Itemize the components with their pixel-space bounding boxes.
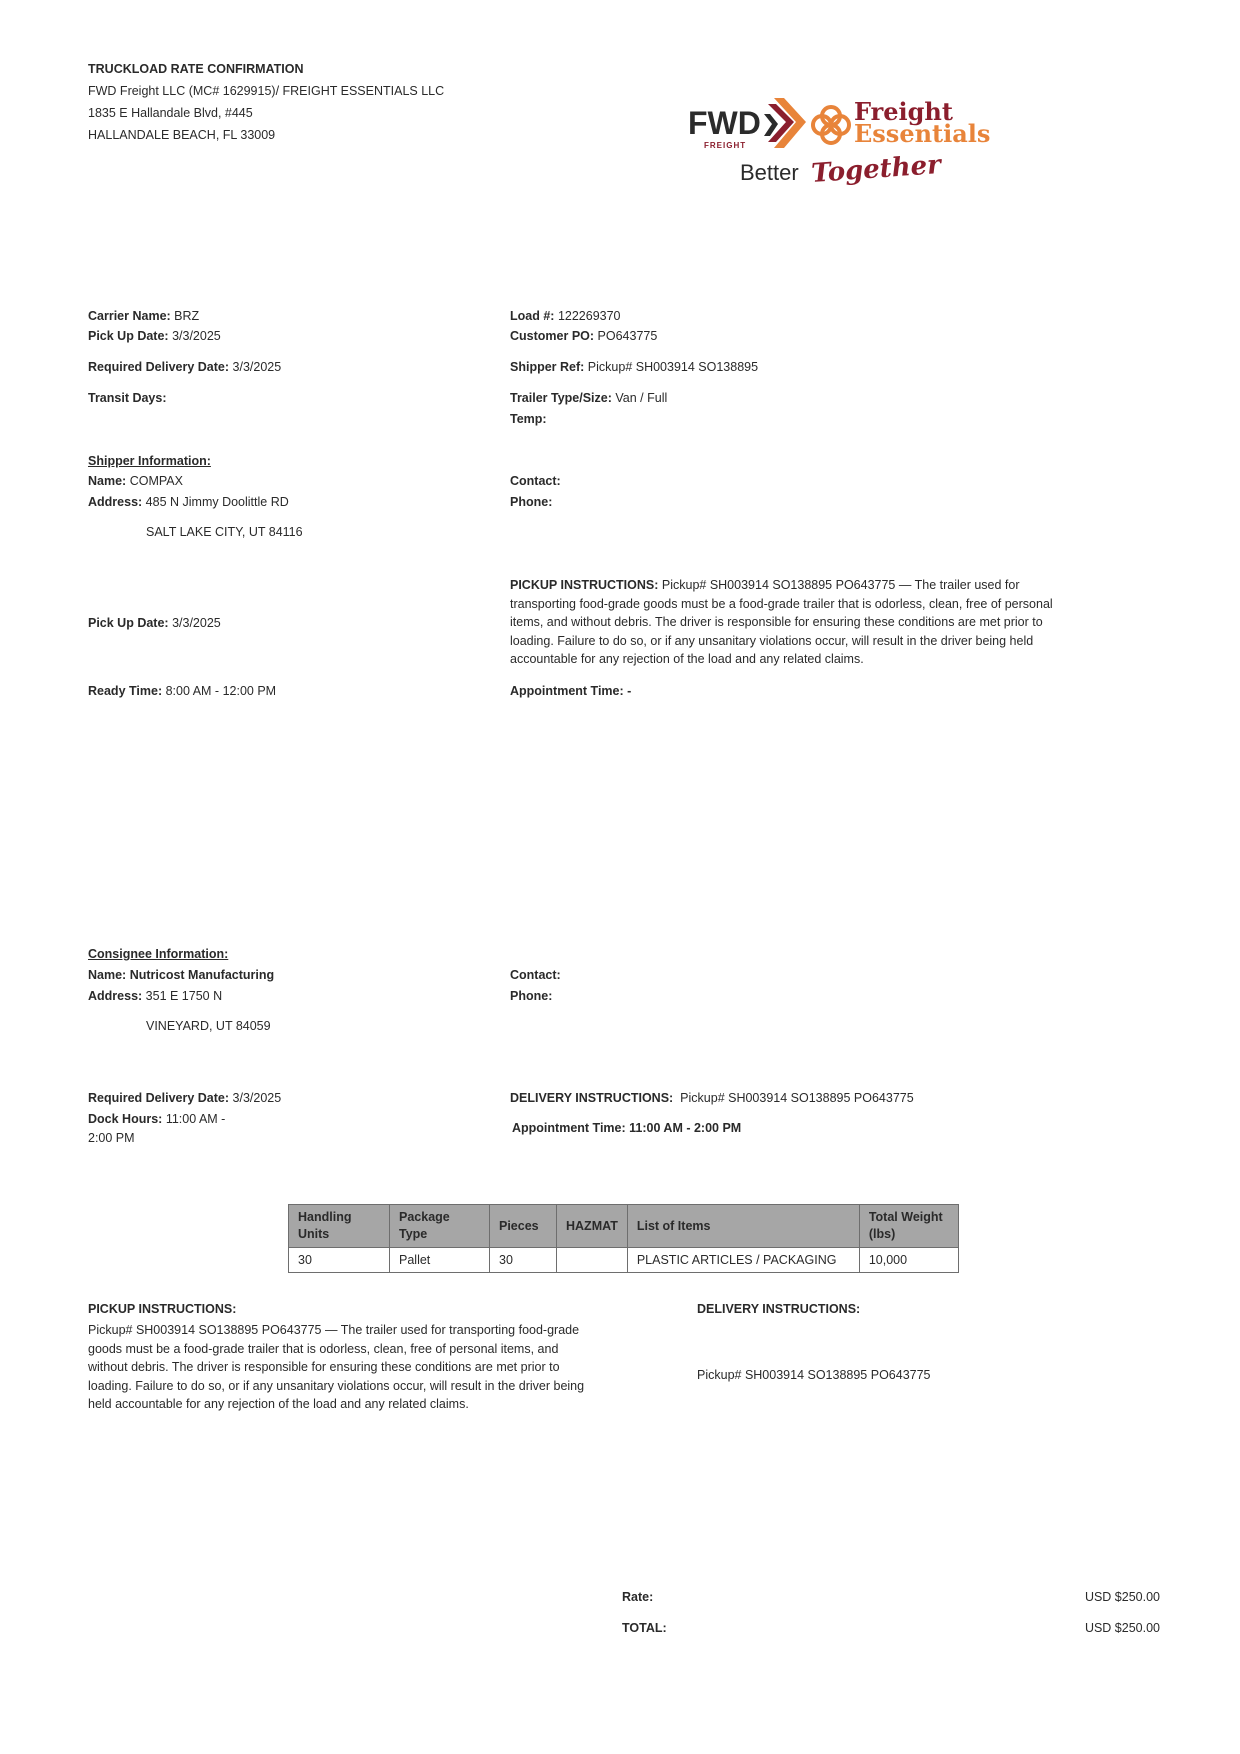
col-list-of-items: List of Items	[627, 1205, 859, 1248]
total-label: TOTAL:	[622, 1621, 667, 1635]
dock-hours-field: Dock Hours: 11:00 AM -	[88, 1112, 226, 1126]
consignee-name-field: Name: Nutricost Manufacturing	[88, 968, 275, 982]
consignee-appointment-field: Appointment Time: 11:00 AM - 2:00 PM	[512, 1121, 742, 1135]
total-value: USD $250.00	[1084, 1621, 1160, 1635]
cell-list-of-items: PLASTIC ARTICLES / PACKAGING	[627, 1248, 859, 1273]
tagline-together: Together	[810, 150, 942, 189]
shipper-phone-field: Phone:	[510, 495, 553, 509]
shipper-pickup-date-field: Pick Up Date: 3/3/2025	[88, 616, 221, 630]
temp-field: Temp:	[510, 412, 547, 426]
bottom-pickup-instructions-label: PICKUP INSTRUCTIONS:	[88, 1302, 237, 1316]
consignee-heading: Consignee Information:	[88, 947, 229, 961]
load-number-field: Load #: 122269370	[510, 309, 621, 323]
cell-handling-units: 30	[289, 1248, 390, 1273]
shipper-pickup-instructions: PICKUP INSTRUCTIONS: Pickup# SH003914 SO138895 PO643775 — The trailer used for transporting food-grade goods must be a food-grade trailer that is odorless, clean, free of personal items, and without debris. The driver is responsible for ensuring these conditions are met prior to loading. Failure to do so, or if any unsanitary violations occur, will result in the driver being held accountable for any rejection of the load and any related claims.	[510, 578, 1053, 666]
rate-label: Rate:	[622, 1590, 654, 1604]
bottom-delivery-instructions-text: Pickup# SH003914 SO138895 PO643775	[697, 1368, 931, 1382]
freight-essentials-line2: Essentials	[854, 119, 991, 148]
cell-package-type: Pallet	[390, 1248, 490, 1273]
items-table-header-row	[289, 1205, 959, 1248]
cell-pieces: 30	[490, 1248, 557, 1273]
consignee-contact-field: Contact:	[510, 968, 561, 982]
shipper-city: SALT LAKE CITY, UT 84116	[146, 525, 303, 539]
document-title: TRUCKLOAD RATE CONFIRMATION	[88, 62, 304, 76]
col-hazmat: HAZMAT	[557, 1205, 628, 1248]
col-pieces: Pieces	[490, 1205, 557, 1248]
consignee-city: VINEYARD, UT 84059	[146, 1019, 271, 1033]
trailer-type-field: Trailer Type/Size: Van / Full	[510, 391, 668, 405]
fwd-chevron-icon	[764, 98, 806, 148]
consignee-phone-field: Phone:	[510, 989, 553, 1003]
company-address-2: HALLANDALE BEACH, FL 33009	[88, 128, 276, 142]
items-table	[288, 1204, 959, 1273]
fwd-logo-subtext: FREIGHT	[704, 141, 747, 150]
company-address-1: 1835 E Hallandale Blvd, #445	[88, 106, 253, 120]
customer-po-field: Customer PO: PO643775	[510, 329, 658, 343]
cell-hazmat	[557, 1248, 628, 1273]
shipper-name-field: Name: COMPAX	[88, 474, 183, 488]
shipper-address-field: Address: 485 N Jimmy Doolittle RD	[88, 495, 289, 509]
company-line: FWD Freight LLC (MC# 1629915)/ FREIGHT ESSENTIALS LLC	[88, 84, 445, 98]
col-package-type: Package Type	[390, 1205, 490, 1248]
transit-days-field: Transit Days:	[88, 391, 167, 405]
pickup-date-field: Pick Up Date: 3/3/2025	[88, 329, 221, 343]
tagline-better: Better	[740, 160, 799, 185]
col-handling-units: Handling Units	[289, 1205, 390, 1248]
freight-essentials-line1: Freight	[854, 97, 953, 126]
dock-hours-line2: 2:00 PM	[88, 1131, 135, 1145]
bottom-pickup-instructions-text: Pickup# SH003914 SO138895 PO643775 — The trailer used for transporting food-grade goods must be a food-grade trailer that is odorless, clean, free of personal items, and without debris. The driver is responsible for ensuring these conditions are met prior to loading. Failure to do so, or if any unsanitary violations occur, will result in the driver being held accountable for any rejection of the load and any related claims.	[88, 1323, 585, 1411]
cell-total-weight: 10,000	[859, 1248, 958, 1273]
shipper-appointment-field: Appointment Time: -	[510, 684, 632, 698]
shipper-ref-field: Shipper Ref: Pickup# SH003914 SO138895	[510, 360, 759, 374]
bottom-delivery-instructions-label: DELIVERY INSTRUCTIONS:	[697, 1302, 861, 1316]
shipper-contact-field: Contact:	[510, 474, 561, 488]
required-delivery-date-field: Required Delivery Date: 3/3/2025	[88, 360, 282, 374]
consignee-delivery-instructions: DELIVERY INSTRUCTIONS: Pickup# SH003914 SO138895 PO643775	[510, 1091, 914, 1105]
fwd-logo-text: FWD	[688, 105, 761, 141]
carrier-name-field: Carrier Name: BRZ	[88, 309, 200, 323]
company-logo	[688, 92, 1008, 204]
freight-essentials-emblem-icon	[813, 107, 849, 143]
table-row	[289, 1248, 959, 1273]
consignee-required-delivery-field: Required Delivery Date: 3/3/2025	[88, 1091, 282, 1105]
rate-value: USD $250.00	[1084, 1590, 1160, 1604]
consignee-address-field: Address: 351 E 1750 N	[88, 989, 223, 1003]
col-total-weight: Total Weight (lbs)	[859, 1205, 958, 1248]
shipper-heading: Shipper Information:	[88, 454, 211, 468]
ready-time-field: Ready Time: 8:00 AM - 12:00 PM	[88, 684, 277, 698]
